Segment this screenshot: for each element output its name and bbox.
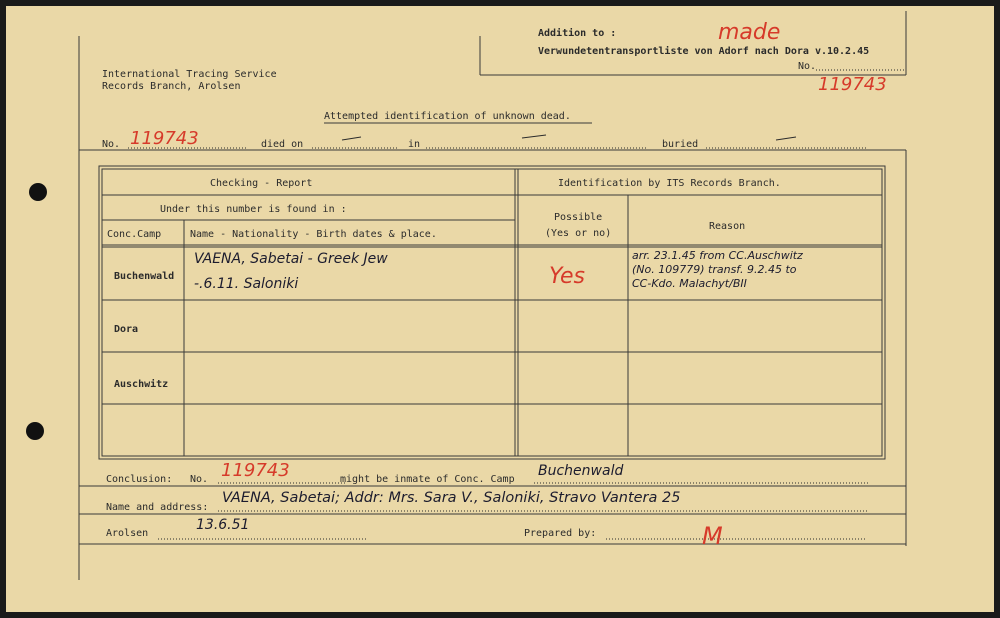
row-possible-yes: Yes [549, 264, 586, 289]
died-on-label: died on [261, 139, 304, 150]
col-possible-header-2: (Yes or no) [545, 228, 612, 239]
right-title: Identification by ITS Records Branch. [558, 178, 781, 189]
name-address-value: VAENA, Sabetai; Addr: Mrs. Sara V., Saloniki, Stravo Vantera 25 [222, 490, 681, 506]
buried-label: buried [662, 139, 699, 150]
addition-note: made [718, 20, 781, 45]
org-line-2: Records Branch, Arolsen [102, 81, 241, 92]
left-subtitle: Under this number is found in : [160, 204, 347, 215]
row-name-line-2: -.6.11. Saloniki [194, 276, 299, 292]
row-reason-line-1: arr. 23.1.45 from CC.Auschwitz [632, 249, 803, 262]
transport-list: Verwundetentransportliste von Adorf nach Dora v.10.2.45 [538, 46, 870, 57]
form-lines [6, 6, 994, 612]
prepared-by-label: Prepared by: [524, 528, 597, 539]
row-camp-buchenwald: Buchenwald [114, 271, 175, 282]
row-reason-line-3: CC-Kdo. Malachyt/BII [632, 277, 747, 290]
col-name-header: Name - Nationality - Birth dates & place. [190, 229, 437, 240]
conclusion-camp-value: Buchenwald [538, 463, 624, 479]
name-address-label: Name and address: [106, 502, 209, 513]
document-title: Attempted identification of unknown dead. [324, 111, 571, 122]
addition-label: Addition to : [538, 28, 617, 39]
in-label: in [408, 139, 421, 150]
org-line-1: International Tracing Service [102, 69, 277, 80]
col-possible-header-1: Possible [554, 212, 603, 223]
prepared-by-initial: M [702, 522, 723, 550]
col-reason-header: Reason [709, 221, 746, 232]
top-number: 119743 [818, 74, 887, 95]
record-card [6, 6, 994, 612]
date-value: 13.6.51 [196, 517, 250, 533]
top-no-label: No. [798, 61, 817, 72]
record-no-label: No. [102, 139, 121, 150]
row-camp-auschwitz: Auschwitz [114, 379, 169, 390]
col-camp-header: Conc.Camp [107, 229, 162, 240]
place-label: Arolsen [106, 528, 149, 539]
row-camp-dora: Dora [114, 324, 139, 335]
row-reason-line-2: (No. 109779) transf. 9.2.45 to [632, 263, 797, 276]
conclusion-label: Conclusion: [106, 474, 173, 485]
conclusion-no-label: No. [190, 474, 209, 485]
row-name-line-1: VAENA, Sabetai - Greek Jew [194, 251, 388, 267]
conclusion-no-value: 119743 [221, 460, 290, 481]
conclusion-text: might be inmate of Conc. Camp [340, 474, 515, 485]
record-no-value: 119743 [130, 128, 199, 149]
left-title: Checking - Report [210, 178, 313, 189]
